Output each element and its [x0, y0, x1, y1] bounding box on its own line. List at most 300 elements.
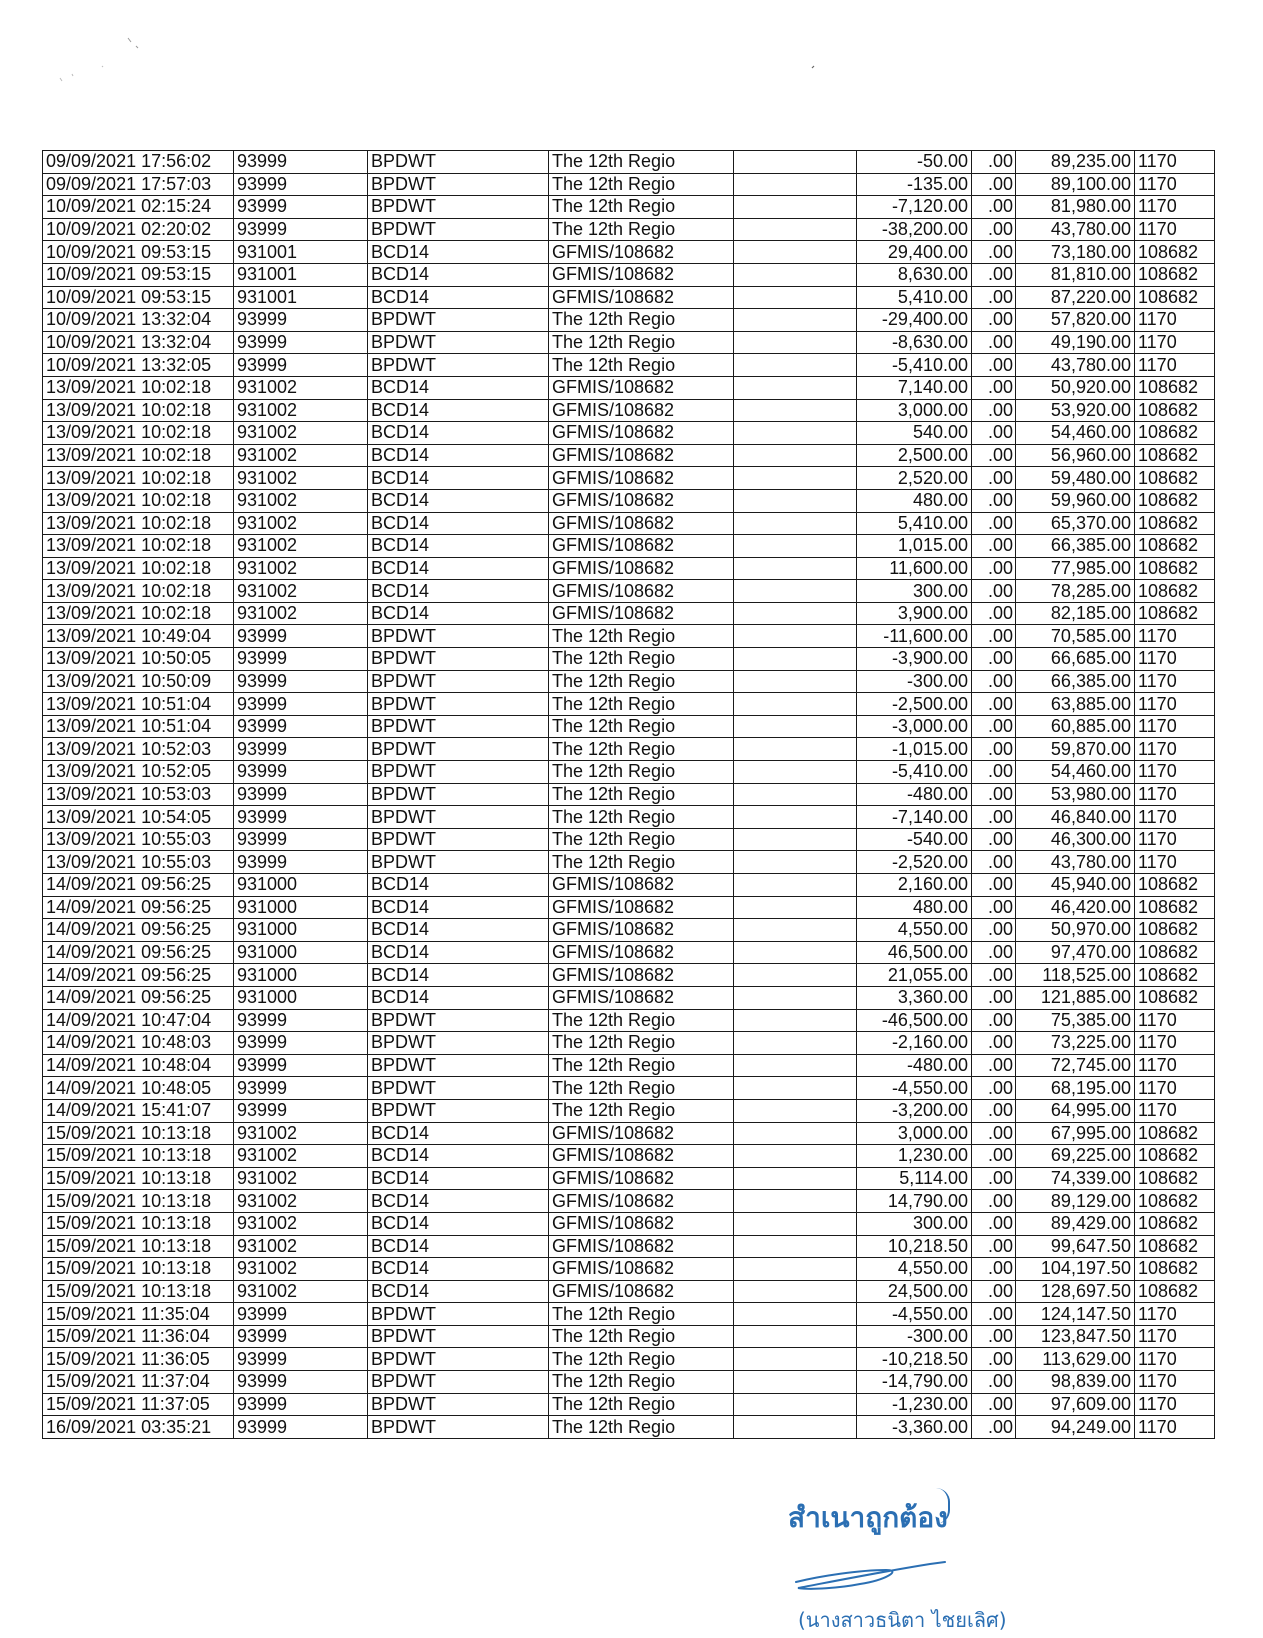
amount-cell: -10,218.50 — [857, 1348, 972, 1371]
amount-cell: -50.00 — [857, 151, 972, 174]
datetime-cell: 14/09/2021 09:56:25 — [43, 964, 234, 987]
balance-cell: 87,220.00 — [1016, 286, 1135, 309]
note-cell — [734, 851, 857, 874]
datetime-cell: 15/09/2021 11:37:05 — [43, 1393, 234, 1416]
note-cell — [734, 286, 857, 309]
note-cell — [734, 151, 857, 174]
fee-cell: .00 — [972, 1054, 1016, 1077]
type-cell: BPDWT — [368, 625, 549, 648]
balance-cell: 59,480.00 — [1016, 467, 1135, 490]
type-cell: BPDWT — [368, 354, 549, 377]
note-cell — [734, 218, 857, 241]
datetime-cell: 13/09/2021 10:49:04 — [43, 625, 234, 648]
type-cell: BPDWT — [368, 151, 549, 174]
table-row — [43, 1167, 1215, 1190]
note-cell — [734, 1145, 857, 1168]
note-cell — [734, 986, 857, 1009]
reference-cell: 1170 — [1135, 761, 1215, 784]
description-cell: GFMIS/108682 — [549, 422, 734, 445]
description-cell: The 12th Regio — [549, 309, 734, 332]
fee-cell: .00 — [972, 964, 1016, 987]
fee-cell: .00 — [972, 761, 1016, 784]
note-cell — [734, 580, 857, 603]
type-cell: BCD14 — [368, 1258, 549, 1281]
code-cell: 93999 — [234, 173, 368, 196]
table-row — [43, 1303, 1215, 1326]
code-cell: 93999 — [234, 828, 368, 851]
code-cell: 93999 — [234, 1371, 368, 1394]
code-cell: 93999 — [234, 1325, 368, 1348]
table-row — [43, 919, 1215, 942]
code-cell: 93999 — [234, 331, 368, 354]
type-cell: BCD14 — [368, 489, 549, 512]
fee-cell: .00 — [972, 1303, 1016, 1326]
datetime-cell: 15/09/2021 11:37:04 — [43, 1371, 234, 1394]
description-cell: The 12th Regio — [549, 1077, 734, 1100]
description-cell: The 12th Regio — [549, 1416, 734, 1439]
datetime-cell: 13/09/2021 10:02:18 — [43, 489, 234, 512]
amount-cell: -4,550.00 — [857, 1077, 972, 1100]
balance-cell: 66,385.00 — [1016, 535, 1135, 558]
balance-cell: 46,300.00 — [1016, 828, 1135, 851]
reference-cell: 108682 — [1135, 557, 1215, 580]
balance-cell: 73,225.00 — [1016, 1032, 1135, 1055]
datetime-cell: 10/09/2021 13:32:04 — [43, 331, 234, 354]
type-cell: BPDWT — [368, 828, 549, 851]
reference-cell: 108682 — [1135, 580, 1215, 603]
type-cell: BCD14 — [368, 444, 549, 467]
balance-cell: 124,147.50 — [1016, 1303, 1135, 1326]
balance-cell: 54,460.00 — [1016, 761, 1135, 784]
balance-cell: 77,985.00 — [1016, 557, 1135, 580]
fee-cell: .00 — [972, 580, 1016, 603]
note-cell — [734, 874, 857, 897]
fee-cell: .00 — [972, 625, 1016, 648]
note-cell — [734, 1077, 857, 1100]
table-row — [43, 806, 1215, 829]
table-row — [43, 828, 1215, 851]
fee-cell: .00 — [972, 1348, 1016, 1371]
type-cell: BPDWT — [368, 783, 549, 806]
code-cell: 931001 — [234, 286, 368, 309]
description-cell: GFMIS/108682 — [549, 1235, 734, 1258]
type-cell: BCD14 — [368, 241, 549, 264]
code-cell: 931002 — [234, 1235, 368, 1258]
table-row — [43, 331, 1215, 354]
amount-cell: -3,900.00 — [857, 648, 972, 671]
code-cell: 931002 — [234, 1167, 368, 1190]
fee-cell: .00 — [972, 1145, 1016, 1168]
datetime-cell: 13/09/2021 10:55:03 — [43, 851, 234, 874]
datetime-cell: 13/09/2021 10:02:18 — [43, 376, 234, 399]
balance-cell: 89,235.00 — [1016, 151, 1135, 174]
balance-cell: 60,885.00 — [1016, 715, 1135, 738]
balance-cell: 82,185.00 — [1016, 602, 1135, 625]
note-cell — [734, 715, 857, 738]
balance-cell: 46,840.00 — [1016, 806, 1135, 829]
reference-cell: 108682 — [1135, 467, 1215, 490]
fee-cell: .00 — [972, 670, 1016, 693]
table-row — [43, 263, 1215, 286]
reference-cell: 1170 — [1135, 625, 1215, 648]
reference-cell: 108682 — [1135, 1212, 1215, 1235]
description-cell: The 12th Regio — [549, 151, 734, 174]
reference-cell: 1170 — [1135, 173, 1215, 196]
amount-cell: 5,114.00 — [857, 1167, 972, 1190]
balance-cell: 49,190.00 — [1016, 331, 1135, 354]
fee-cell: .00 — [972, 489, 1016, 512]
datetime-cell: 13/09/2021 10:02:18 — [43, 444, 234, 467]
amount-cell: 2,520.00 — [857, 467, 972, 490]
datetime-cell: 13/09/2021 10:02:18 — [43, 580, 234, 603]
balance-cell: 43,780.00 — [1016, 851, 1135, 874]
table-row — [43, 715, 1215, 738]
datetime-cell: 15/09/2021 11:36:05 — [43, 1348, 234, 1371]
amount-cell: -7,140.00 — [857, 806, 972, 829]
datetime-cell: 13/09/2021 10:52:03 — [43, 738, 234, 761]
type-cell: BCD14 — [368, 286, 549, 309]
code-cell: 93999 — [234, 670, 368, 693]
type-cell: BCD14 — [368, 1280, 549, 1303]
code-cell: 931002 — [234, 1145, 368, 1168]
type-cell: BPDWT — [368, 1348, 549, 1371]
type-cell: BCD14 — [368, 1190, 549, 1213]
balance-cell: 53,920.00 — [1016, 399, 1135, 422]
code-cell: 931001 — [234, 241, 368, 264]
table-row — [43, 1122, 1215, 1145]
amount-cell: 540.00 — [857, 422, 972, 445]
fee-cell: .00 — [972, 1122, 1016, 1145]
type-cell: BPDWT — [368, 648, 549, 671]
amount-cell: -11,600.00 — [857, 625, 972, 648]
table-row — [43, 986, 1215, 1009]
description-cell: The 12th Regio — [549, 1325, 734, 1348]
table-row — [43, 1009, 1215, 1032]
description-cell: GFMIS/108682 — [549, 286, 734, 309]
fee-cell: .00 — [972, 535, 1016, 558]
code-cell: 93999 — [234, 1099, 368, 1122]
amount-cell: 46,500.00 — [857, 941, 972, 964]
code-cell: 931002 — [234, 557, 368, 580]
code-cell: 931002 — [234, 467, 368, 490]
amount-cell: -46,500.00 — [857, 1009, 972, 1032]
code-cell: 93999 — [234, 151, 368, 174]
description-cell: GFMIS/108682 — [549, 1280, 734, 1303]
balance-cell: 78,285.00 — [1016, 580, 1135, 603]
note-cell — [734, 444, 857, 467]
description-cell: GFMIS/108682 — [549, 512, 734, 535]
type-cell: BPDWT — [368, 1032, 549, 1055]
note-cell — [734, 196, 857, 219]
table-row — [43, 489, 1215, 512]
code-cell: 931000 — [234, 941, 368, 964]
description-cell: The 12th Regio — [549, 196, 734, 219]
handwritten-signature — [790, 1552, 950, 1596]
balance-cell: 128,697.50 — [1016, 1280, 1135, 1303]
reference-cell: 1170 — [1135, 828, 1215, 851]
table-row — [43, 602, 1215, 625]
code-cell: 93999 — [234, 309, 368, 332]
fee-cell: .00 — [972, 422, 1016, 445]
balance-cell: 46,420.00 — [1016, 896, 1135, 919]
description-cell: GFMIS/108682 — [549, 1122, 734, 1145]
code-cell: 931002 — [234, 512, 368, 535]
fee-cell: .00 — [972, 1393, 1016, 1416]
reference-cell: 1170 — [1135, 715, 1215, 738]
amount-cell: 1,230.00 — [857, 1145, 972, 1168]
balance-cell: 73,180.00 — [1016, 241, 1135, 264]
balance-cell: 50,970.00 — [1016, 919, 1135, 942]
reference-cell: 108682 — [1135, 399, 1215, 422]
table-row — [43, 1416, 1215, 1439]
description-cell: GFMIS/108682 — [549, 263, 734, 286]
datetime-cell: 15/09/2021 10:13:18 — [43, 1235, 234, 1258]
amount-cell: -2,520.00 — [857, 851, 972, 874]
type-cell: BCD14 — [368, 376, 549, 399]
note-cell — [734, 964, 857, 987]
fee-cell: .00 — [972, 1258, 1016, 1281]
table-row — [43, 444, 1215, 467]
type-cell: BPDWT — [368, 1416, 549, 1439]
note-cell — [734, 535, 857, 558]
description-cell: The 12th Regio — [549, 670, 734, 693]
note-cell — [734, 1348, 857, 1371]
description-cell: GFMIS/108682 — [549, 941, 734, 964]
datetime-cell: 15/09/2021 10:13:18 — [43, 1167, 234, 1190]
amount-cell: -8,630.00 — [857, 331, 972, 354]
amount-cell: 4,550.00 — [857, 919, 972, 942]
type-cell: BCD14 — [368, 602, 549, 625]
note-cell — [734, 1325, 857, 1348]
fee-cell: .00 — [972, 941, 1016, 964]
amount-cell: -3,200.00 — [857, 1099, 972, 1122]
signer-name: (นางสาวธนิตา ไชยเลิศ) — [798, 1608, 1007, 1632]
code-cell: 93999 — [234, 806, 368, 829]
description-cell: GFMIS/108682 — [549, 602, 734, 625]
fee-cell: .00 — [972, 331, 1016, 354]
reference-cell: 1170 — [1135, 1009, 1215, 1032]
note-cell — [734, 241, 857, 264]
type-cell: BPDWT — [368, 218, 549, 241]
code-cell: 931002 — [234, 444, 368, 467]
reference-cell: 108682 — [1135, 241, 1215, 264]
reference-cell: 108682 — [1135, 1235, 1215, 1258]
type-cell: BCD14 — [368, 512, 549, 535]
reference-cell: 108682 — [1135, 602, 1215, 625]
amount-cell: 21,055.00 — [857, 964, 972, 987]
description-cell: GFMIS/108682 — [549, 535, 734, 558]
fee-cell: .00 — [972, 648, 1016, 671]
description-cell: The 12th Regio — [549, 625, 734, 648]
amount-cell: 24,500.00 — [857, 1280, 972, 1303]
table-row — [43, 625, 1215, 648]
reference-cell: 108682 — [1135, 286, 1215, 309]
datetime-cell: 15/09/2021 10:13:18 — [43, 1212, 234, 1235]
code-cell: 931002 — [234, 1212, 368, 1235]
code-cell: 93999 — [234, 1393, 368, 1416]
fee-cell: .00 — [972, 196, 1016, 219]
datetime-cell: 10/09/2021 09:53:15 — [43, 263, 234, 286]
description-cell: The 12th Regio — [549, 1371, 734, 1394]
description-cell: The 12th Regio — [549, 828, 734, 851]
description-cell: GFMIS/108682 — [549, 399, 734, 422]
amount-cell: -480.00 — [857, 783, 972, 806]
amount-cell: -14,790.00 — [857, 1371, 972, 1394]
note-cell — [734, 625, 857, 648]
code-cell: 93999 — [234, 851, 368, 874]
datetime-cell: 14/09/2021 10:47:04 — [43, 1009, 234, 1032]
datetime-cell: 16/09/2021 03:35:21 — [43, 1416, 234, 1439]
type-cell: BCD14 — [368, 941, 549, 964]
balance-cell: 45,940.00 — [1016, 874, 1135, 897]
fee-cell: .00 — [972, 173, 1016, 196]
type-cell: BPDWT — [368, 1303, 549, 1326]
balance-cell: 65,370.00 — [1016, 512, 1135, 535]
amount-cell: -1,230.00 — [857, 1393, 972, 1416]
type-cell: BPDWT — [368, 738, 549, 761]
balance-cell: 56,960.00 — [1016, 444, 1135, 467]
type-cell: BCD14 — [368, 1212, 549, 1235]
code-cell: 931002 — [234, 535, 368, 558]
datetime-cell: 14/09/2021 09:56:25 — [43, 941, 234, 964]
reference-cell: 108682 — [1135, 1258, 1215, 1281]
reference-cell: 108682 — [1135, 986, 1215, 1009]
description-cell: GFMIS/108682 — [549, 1212, 734, 1235]
note-cell — [734, 1393, 857, 1416]
balance-cell: 123,847.50 — [1016, 1325, 1135, 1348]
amount-cell: 2,160.00 — [857, 874, 972, 897]
datetime-cell: 13/09/2021 10:53:03 — [43, 783, 234, 806]
reference-cell: 108682 — [1135, 1167, 1215, 1190]
balance-cell: 70,585.00 — [1016, 625, 1135, 648]
datetime-cell: 14/09/2021 09:56:25 — [43, 986, 234, 1009]
datetime-cell: 10/09/2021 09:53:15 — [43, 241, 234, 264]
note-cell — [734, 648, 857, 671]
datetime-cell: 15/09/2021 11:35:04 — [43, 1303, 234, 1326]
description-cell: The 12th Regio — [549, 1393, 734, 1416]
reference-cell: 108682 — [1135, 964, 1215, 987]
datetime-cell: 13/09/2021 10:02:18 — [43, 535, 234, 558]
balance-cell: 81,980.00 — [1016, 196, 1135, 219]
balance-cell: 63,885.00 — [1016, 693, 1135, 716]
code-cell: 93999 — [234, 1054, 368, 1077]
note-cell — [734, 331, 857, 354]
code-cell: 931001 — [234, 263, 368, 286]
reference-cell: 108682 — [1135, 376, 1215, 399]
fee-cell: .00 — [972, 1280, 1016, 1303]
code-cell: 93999 — [234, 196, 368, 219]
code-cell: 931002 — [234, 489, 368, 512]
fee-cell: .00 — [972, 467, 1016, 490]
type-cell: BCD14 — [368, 399, 549, 422]
description-cell: GFMIS/108682 — [549, 580, 734, 603]
amount-cell: 7,140.00 — [857, 376, 972, 399]
type-cell: BPDWT — [368, 1077, 549, 1100]
amount-cell: -5,410.00 — [857, 354, 972, 377]
amount-cell: 29,400.00 — [857, 241, 972, 264]
description-cell: GFMIS/108682 — [549, 467, 734, 490]
table-row — [43, 286, 1215, 309]
description-cell: The 12th Regio — [549, 331, 734, 354]
certified-copy-stamp: สำเนาถูกต้อง — [788, 1501, 948, 1534]
type-cell: BPDWT — [368, 761, 549, 784]
description-cell: The 12th Regio — [549, 1009, 734, 1032]
table-row — [43, 1348, 1215, 1371]
transaction-table-body — [43, 151, 1215, 1439]
reference-cell: 108682 — [1135, 1122, 1215, 1145]
amount-cell: -135.00 — [857, 173, 972, 196]
code-cell: 93999 — [234, 1416, 368, 1439]
fee-cell: .00 — [972, 151, 1016, 174]
code-cell: 931002 — [234, 376, 368, 399]
reference-cell: 1170 — [1135, 331, 1215, 354]
fee-cell: .00 — [972, 1167, 1016, 1190]
balance-cell: 59,870.00 — [1016, 738, 1135, 761]
reference-cell: 1170 — [1135, 151, 1215, 174]
table-row — [43, 196, 1215, 219]
datetime-cell: 13/09/2021 10:51:04 — [43, 693, 234, 716]
note-cell — [734, 761, 857, 784]
datetime-cell: 15/09/2021 10:13:18 — [43, 1280, 234, 1303]
fee-cell: .00 — [972, 1325, 1016, 1348]
table-row — [43, 422, 1215, 445]
description-cell: GFMIS/108682 — [549, 557, 734, 580]
description-cell: The 12th Regio — [549, 1054, 734, 1077]
type-cell: BPDWT — [368, 670, 549, 693]
fee-cell: .00 — [972, 1371, 1016, 1394]
datetime-cell: 13/09/2021 10:02:18 — [43, 399, 234, 422]
reference-cell: 1170 — [1135, 1077, 1215, 1100]
amount-cell: -480.00 — [857, 1054, 972, 1077]
type-cell: BPDWT — [368, 1371, 549, 1394]
table-row — [43, 1235, 1215, 1258]
amount-cell: -2,500.00 — [857, 693, 972, 716]
fee-cell: .00 — [972, 286, 1016, 309]
code-cell: 931002 — [234, 422, 368, 445]
table-row — [43, 964, 1215, 987]
balance-cell: 68,195.00 — [1016, 1077, 1135, 1100]
balance-cell: 75,385.00 — [1016, 1009, 1135, 1032]
table-row — [43, 693, 1215, 716]
table-row — [43, 1280, 1215, 1303]
note-cell — [734, 1303, 857, 1326]
amount-cell: 2,500.00 — [857, 444, 972, 467]
table-row — [43, 354, 1215, 377]
amount-cell: -2,160.00 — [857, 1032, 972, 1055]
balance-cell: 121,885.00 — [1016, 986, 1135, 1009]
reference-cell: 108682 — [1135, 535, 1215, 558]
balance-cell: 89,100.00 — [1016, 173, 1135, 196]
reference-cell: 108682 — [1135, 896, 1215, 919]
datetime-cell: 14/09/2021 09:56:25 — [43, 919, 234, 942]
reference-cell: 108682 — [1135, 422, 1215, 445]
fee-cell: .00 — [972, 1032, 1016, 1055]
code-cell: 93999 — [234, 218, 368, 241]
table-row — [43, 580, 1215, 603]
datetime-cell: 10/09/2021 13:32:04 — [43, 309, 234, 332]
description-cell: GFMIS/108682 — [549, 964, 734, 987]
table-row — [43, 376, 1215, 399]
amount-cell: 5,410.00 — [857, 286, 972, 309]
fee-cell: .00 — [972, 715, 1016, 738]
fee-cell: .00 — [972, 1099, 1016, 1122]
type-cell: BPDWT — [368, 693, 549, 716]
reference-cell: 108682 — [1135, 444, 1215, 467]
note-cell — [734, 1032, 857, 1055]
note-cell — [734, 896, 857, 919]
description-cell: GFMIS/108682 — [549, 489, 734, 512]
code-cell: 931000 — [234, 919, 368, 942]
